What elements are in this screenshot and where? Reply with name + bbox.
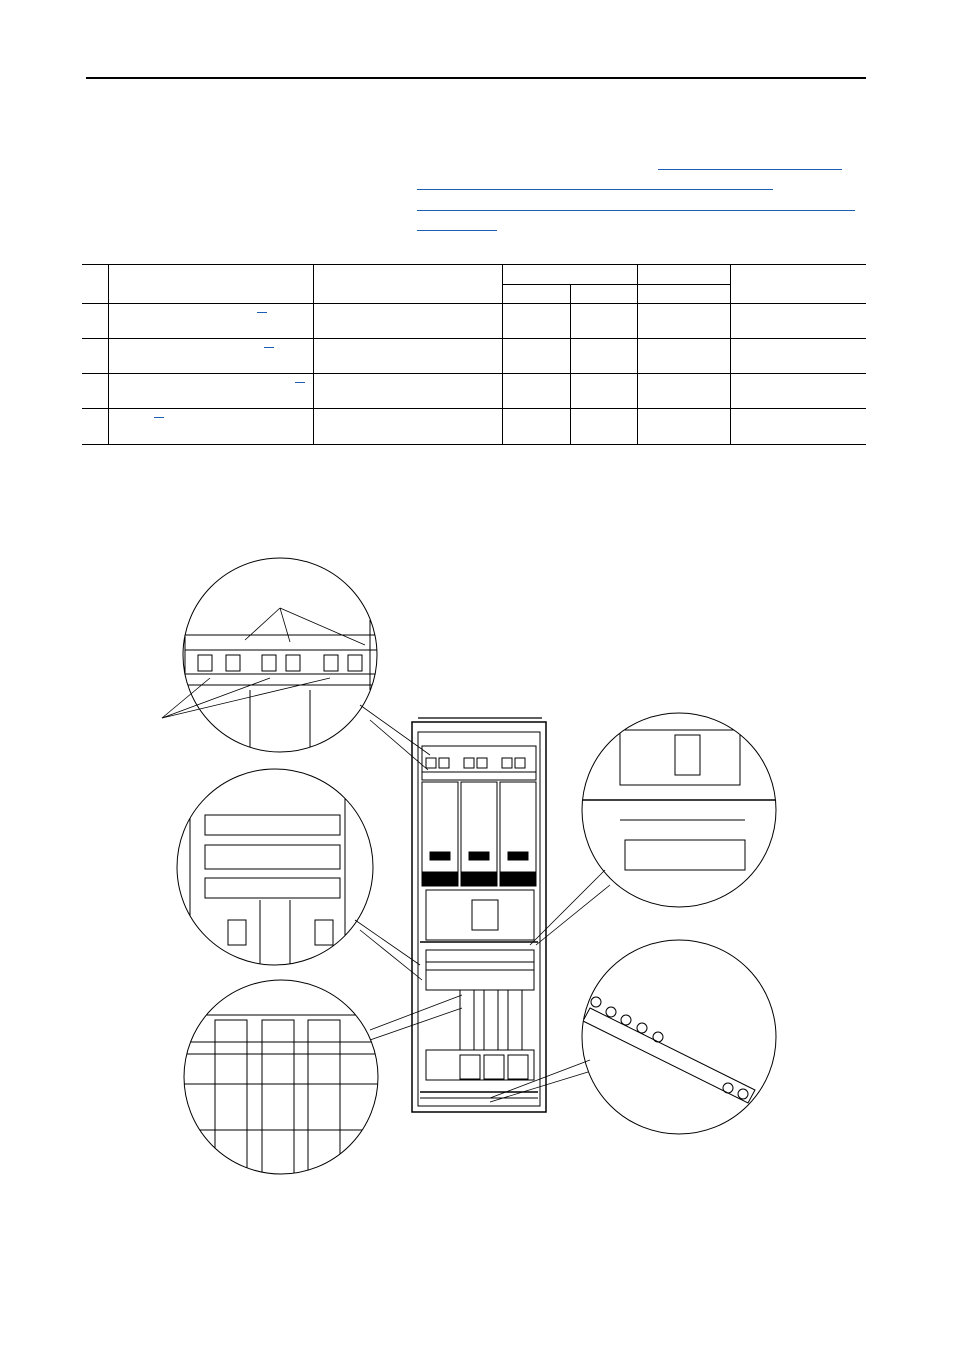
table-header-cell (570, 285, 637, 304)
table-cell (82, 339, 108, 374)
table-header-cell (313, 265, 502, 304)
table-cell (108, 304, 313, 339)
table-cell (637, 374, 730, 409)
fan-and-bracket-detail (580, 713, 780, 907)
table-row (82, 409, 866, 445)
input-terminal-detail (162, 558, 380, 760)
table-cell (502, 304, 570, 339)
terminal-row (426, 758, 525, 768)
table-cell (313, 304, 502, 339)
table-cell (82, 304, 108, 339)
cabinet-illustration (150, 550, 790, 1180)
cross-reference-link-2[interactable] (417, 189, 773, 190)
table-row (82, 374, 866, 409)
table-header-cell (637, 285, 730, 304)
table-cell (730, 304, 866, 339)
callout-lines (355, 705, 610, 1102)
table-cell (82, 409, 108, 445)
table-cell (108, 409, 313, 445)
footnote-ref[interactable] (154, 417, 164, 418)
table-cell (637, 304, 730, 339)
table-cell (570, 374, 637, 409)
cross-reference-link-1[interactable] (658, 169, 842, 170)
table-header-cell (108, 265, 313, 304)
table-row (82, 304, 866, 339)
footnote-ref[interactable] (264, 347, 274, 348)
table-cell (730, 339, 866, 374)
table-cell (637, 339, 730, 374)
table-cell (570, 304, 637, 339)
table-cell (502, 409, 570, 445)
bus-bar-detail (177, 769, 373, 970)
footnote-ref[interactable] (257, 312, 267, 313)
table-cell (502, 374, 570, 409)
page-header-rule (86, 77, 866, 79)
cross-reference-link-3[interactable] (417, 210, 855, 211)
table-cell (570, 409, 637, 445)
footnote-ref[interactable] (295, 382, 305, 383)
table-cell (502, 339, 570, 374)
table-cell (730, 374, 866, 409)
table-cell (637, 409, 730, 445)
output-bus-detail (180, 980, 380, 1180)
table-cell (313, 409, 502, 445)
table-header-cell (82, 265, 108, 304)
table-cell (82, 374, 108, 409)
table-cell (313, 339, 502, 374)
table-cell (108, 374, 313, 409)
table-cell (730, 409, 866, 445)
cross-reference-links (417, 162, 867, 238)
table-cell (313, 374, 502, 409)
cabinet-body (412, 718, 546, 1112)
table-cell (108, 339, 313, 374)
specification-table (82, 264, 866, 445)
ground-bar-detail (582, 940, 776, 1134)
table-cell (570, 339, 637, 374)
table-header-cell (730, 265, 866, 304)
table-header-cell (502, 265, 637, 285)
table-row (82, 339, 866, 374)
cross-reference-link-4[interactable] (417, 230, 497, 231)
table-header-cell (502, 285, 570, 304)
drive-modules (422, 782, 536, 886)
table-header-row-1 (82, 265, 866, 285)
table-header-cell (637, 265, 730, 285)
